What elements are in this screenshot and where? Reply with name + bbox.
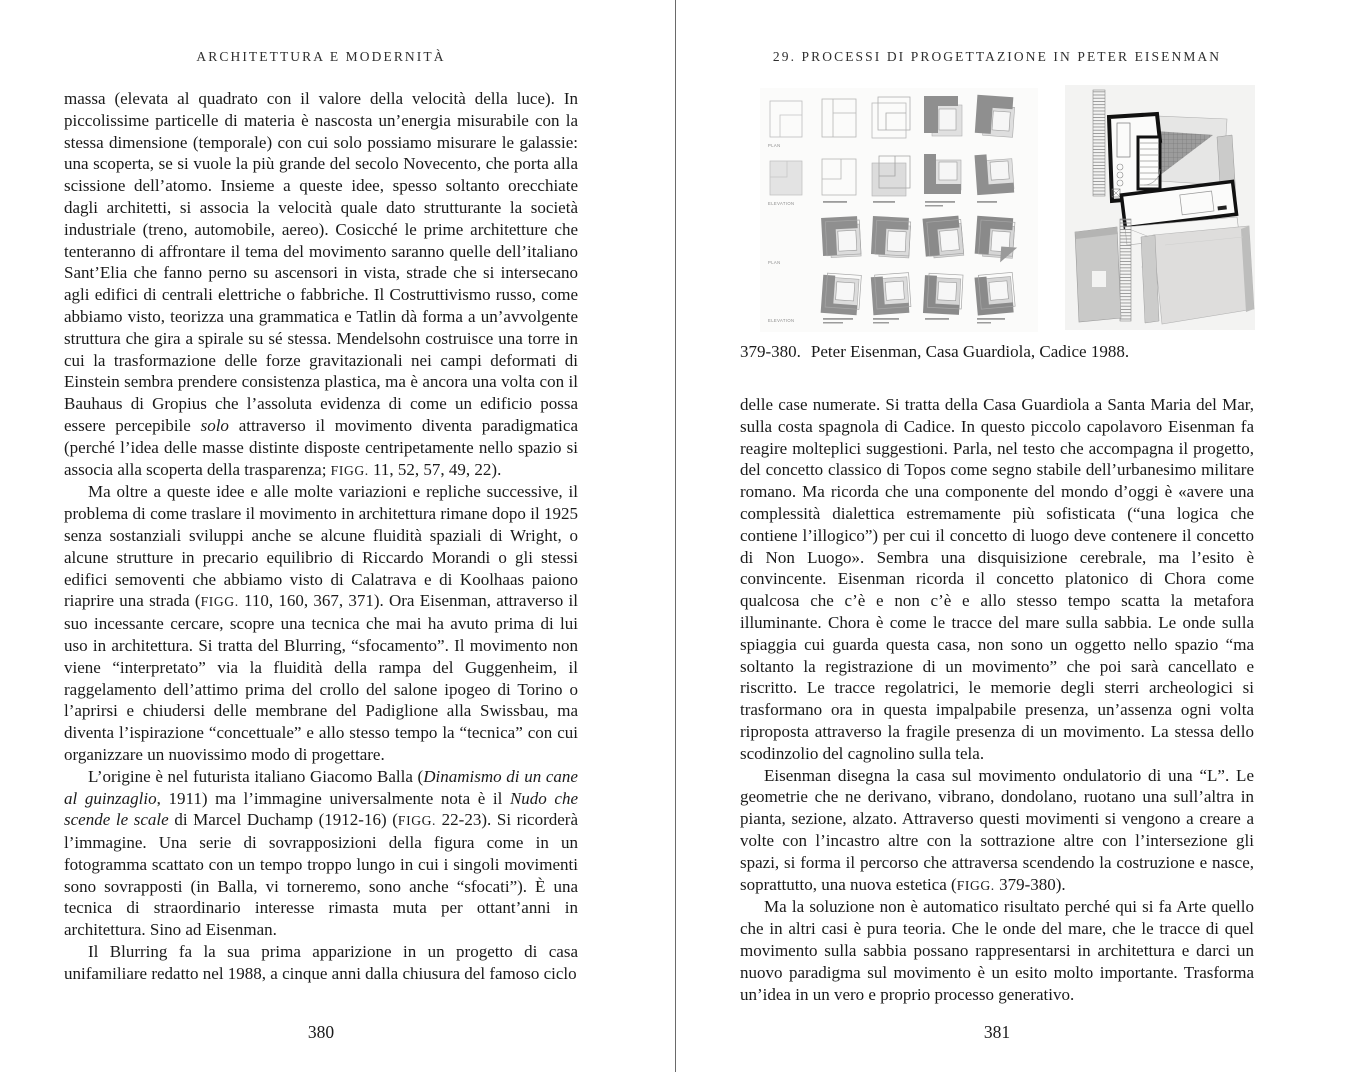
figure-379-transformation-diagrams bbox=[760, 88, 1038, 332]
right-body-text bbox=[740, 394, 1254, 1005]
diagram-label-plan-2: PLAN bbox=[768, 260, 781, 265]
stair-core bbox=[1138, 137, 1160, 189]
paragraph: delle case numerate. Si tratta della Casa Guardiola a Santa Maria del Mar, sulla costa spagnola di Cadice. In questo piccolo capolavoro Eisenman fa reagire molteplici suggestioni. Parla, nel testo che accompagna il progetto, del concetto classico di Topos come segno stabile dell’urbanesimo militare romano. Ma ricorda che una componente del mondo d’oggi è «avere una complessità dialettica estremamente più sofisticata (“una logica che contiene l’illogico”) per cui il concetto di luogo deve contenere il concetto di Non Luogo». Sembra una disquisizione cerebrale, ma l’esito è convincente. Eisenman ricorda il concetto platonico di Chora come qualcosa che c’è e non c’è e allo stesso tempo scatta la metafora illuminante. Chora è come le tracce del mare sulla sabbia. Le onde sulla spiaggia cui guarda questa casa, non sono un oggetto nello spazio “ma soltanto la registrazione di un movimento” che poi sarà cancellato e riscritto. Le tracce regolatrici, le memorie degli sterri archeologici si trasformano ora in questa impalpabile presenza, un’assenza ogni volta riproposta attraverso la fragile presenza di un movimento. La stessa dello scodinzolio del cagnolino sulla tela. bbox=[740, 395, 1254, 763]
diagram-label-elevation-1: ELEVATION bbox=[768, 201, 795, 206]
paragraph: L’origine è nel futurista italiano Giacomo Balla (Dinamismo di un cane al guinzaglio, 1911) ma l’immagine universalmente nota è il Nudo che scende le scale di Marcel Duchamp (1912-16) (FIGG. 22-23). Si ricorderà l’immagine. Una serie di sovrapposizioni della figura come in un fotogramma scattato con un tempo troppo lungo in cui i singoli movimenti sono sovrapposti (in Balla, vi torneremo, sono anche “sfocati”). È una tecnica di straordinario interesse rimasta muta per ottant’anni in architettura. Sino ad Eisenman. bbox=[64, 766, 579, 940]
paragraph: Ma oltre a queste idee e alle molte variazioni e repliche successive, il problema di come traslare il movimento in architettura rimane dopo il 1925 senza sostanziali sviluppi anche se alcune fluidità spaziali di Wright, o alcune strutture in precario equilibrio di Riccardo Morandi o gli stessi edifici semoventi che abbiamo visto di Calatrava e di Koolhaas paiono riaprire una strada (FIGG. 110, 160, 367, 371). Ora Eisenman, attraverso il suo incessante cercare, scopre una tecnica che mai ha avuto prima di lui uso in architettura. Si tratta del Blurring, “sfocamento”. Il movimento non viene “interpretato” via la fluidità della rampa del Guggenheim, il raggelamento dell’attimo prima del crollo del salone ipogeo di Torino o l’aprirsi e chiudersi delle membrane del Padiglione alla Swissbau, ma diventa l’ispirazione “concettuale” e allo stesso tempo la “tecnica” con cui organizzare un nuovissimo modo di progettare. bbox=[64, 482, 578, 764]
left-page-number: 380 bbox=[307, 1022, 335, 1042]
paragraph: Eisenman disegna la casa sul movimento ondulatorio di una “L”. Le geometrie che ne derivano, vibrano, dondolano, ruotano una sull’altra in pianta, sezione, alzato. Attraverso questi movimenti si vengono a creare a volte con l’incastro altre con la sottrazione altre con l’intersezione gli spazi, si forma il percorso che attraversa scendendo la costruzione e nasce, soprattutto, una nuova estetica (FIGG. 379-380). bbox=[740, 765, 1254, 894]
diagram-label-elevation-2: ELEVATION bbox=[768, 318, 795, 323]
right-page-number: 381 bbox=[983, 1022, 1011, 1042]
figure-caption bbox=[740, 342, 1254, 362]
paragraph: Il Blurring fa la sua prima apparizione in un progetto di casa unifamiliare redatto nel 1988, a cinque anni dalla chiusura del famoso ciclo bbox=[64, 942, 578, 983]
figure-380-site-plan bbox=[1065, 85, 1255, 330]
left-running-head: ARCHITETTURA E MODERNITÀ bbox=[196, 49, 446, 64]
diagram-label-plan-1: PLAN bbox=[768, 143, 781, 148]
page-right bbox=[676, 0, 1350, 1072]
stair-hatch-strip-top bbox=[1093, 90, 1105, 196]
left-body-text bbox=[64, 88, 578, 985]
lower-terrace-slab bbox=[1153, 226, 1254, 324]
figure-caption-text: Peter Eisenman, Casa Guardiola, Cadice 1988. bbox=[810, 342, 1130, 361]
paragraph: Ma la soluzione non è automatico risultato perché qui si fa Arte quello che in altri casi è pura teoria. Che le onde del mare, che le tracce di quel movimento sulla sabbia possano rappresentarsi in architettura e darci un nuovo paradigma sul movimento è un esito molto importante. Trasforma un’idea in un vero e proprio processo generativo. bbox=[740, 897, 1254, 1004]
lower-left-block bbox=[1075, 227, 1121, 322]
right-running-head: 29. PROCESSI DI PROGETTAZIONE IN PETER EISENMAN bbox=[772, 49, 1222, 64]
stair-hatch-strip-bottom bbox=[1120, 219, 1131, 321]
figure-caption-number: 379-380. bbox=[740, 342, 801, 361]
paragraph: massa (elevata al quadrato con il valore della velocità della luce). In piccolissime particelle di materia è nascosta un’energia misurabile con la stessa dimensione (temporale) con cui solo possiamo misurare le galassie: una scoperta, se si vuole la più grande del secolo Novecento, che porta alla scissione dell’atomo. Insieme a queste idee, spesso soltanto orecchiate dagli architetti, si associa la velocità quale dato strutturante la società industriale (treno, automobile, aereo). Cosicché le prime architetture che tenteranno di affrontare il tema del movimento saranno quelle dell’italiano Sant’Elia che fanno perno su ascensori in vista, strade che si intersecano agli edifici di centrali elettriche o fabbriche. Il Costruttivismo russo, come abbiamo visto, teorizza una grammatica e Tatlin dà forma a un’avvolgente struttura che gira a spirale su sé stessa. Mendelsohn costruisce una torre in cui la trasformazione delle forze gravitazionali nei campi deformati di Einstein sembra prendere consistenza plastica, ma è ancora una volta con il Bauhaus di Gropius che l’assoluta evidenza di come un edificio possa essere percepibile solo attraverso il movimento diventa paradigmatica (perché l’idea delle masse distinte disposte centripetamente nello spazio si associa alla scoperta della trasparenza; FIGG. 11, 52, 57, 49, 22). bbox=[64, 89, 578, 479]
